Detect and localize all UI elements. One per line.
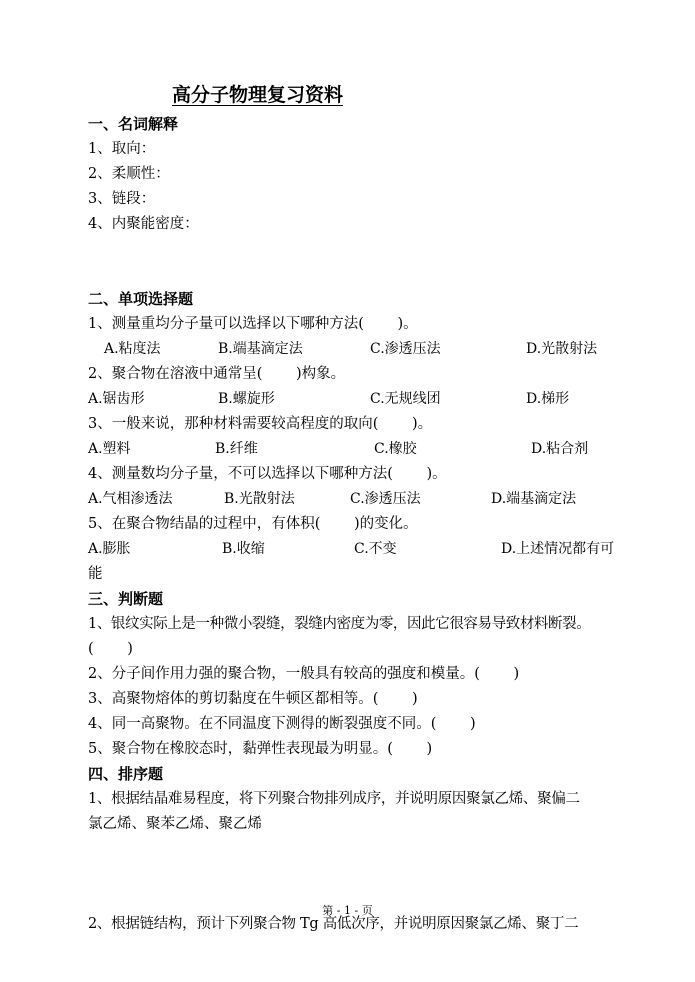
order-question: 1、根据结晶难易程度，将下列聚合物排列成序，并说明原因聚氯乙烯、聚偏二 [88,791,580,807]
option-d: D.梯形 [526,391,570,407]
option-a: A.塑料 [88,441,131,457]
option-c: C.渗透压法 [370,341,441,357]
judge-question: 2、分子间作用力强的聚合物，一般具有较高的强度和模量。( ) [88,666,520,682]
option-a: A.气相渗透法 [88,491,173,507]
option-a: A.粘度法 [104,341,161,357]
document-body [88,112,648,937]
option-a: A.膨胀 [88,541,131,557]
option-b: B.收缩 [222,541,265,557]
answer-space [88,837,648,887]
section-heading-order: 四、排序题 [88,765,164,783]
option-d: D.上述情况都有可 [501,541,615,557]
choice-question: 3、一般来说，那种材料需要较高程度的取向( )。 [88,416,433,432]
page-title: 高分子物理复习资料 [172,84,344,106]
choice-options [88,537,648,562]
choice-options [88,487,648,512]
section-heading-terms: 一、名词解释 [88,115,179,133]
order-question: 2、根据链结构，预计下列聚合物 Tg 高低次序，并说明原因聚氯乙烯、聚丁二 [88,916,579,932]
term-item: 3、链段： [88,191,156,207]
term-item: 1、取向： [88,141,156,157]
judge-question: 1、银纹实际上是一种微小裂缝，裂缝内密度为零，因此它很容易导致材料断裂。 [88,616,591,632]
choice-options [88,437,648,462]
term-item: 4、内聚能密度： [88,216,199,232]
page-footer: 第 - 1 - 页 [322,904,373,917]
option-d: D.光散射法 [526,341,598,357]
option-c: C.不变 [354,541,397,557]
option-d: D.粘合剂 [531,441,589,457]
judge-answer-blank: ( ) [88,641,133,657]
choice-option-continuation: 能 [88,566,103,582]
option-a: A.锯齿形 [88,391,145,407]
option-d: D.端基滴定法 [491,491,577,507]
judge-question: 4、同一高聚物。在不同温度下测得的断裂强度不同。( ) [88,716,476,732]
choice-question: 1、测量重均分子量可以选择以下哪种方法( )。 [88,316,418,332]
term-item: 2、柔顺性： [88,166,170,182]
option-b: B.端基滴定法 [218,341,303,357]
choice-options [88,337,648,362]
section-heading-judge: 三、判断题 [88,590,164,608]
section-heading-choice: 二、单项选择题 [88,290,194,308]
choice-options [88,387,648,412]
option-b: B.螺旋形 [218,391,275,407]
spacer [88,237,648,287]
option-c: C.渗透压法 [350,491,421,507]
judge-question: 5、聚合物在橡胶态时，黏弹性表现最为明显。( ) [88,741,433,757]
option-b: B.光散射法 [224,491,295,507]
choice-question: 4、测量数均分子量，不可以选择以下哪种方法( )。 [88,466,447,482]
choice-question: 5、在聚合物结晶的过程中，有体积( )的变化。 [88,516,418,532]
choice-question: 2、聚合物在溶液中通常呈( )构象。 [88,366,346,382]
judge-question: 3、高聚物熔体的剪切黏度在牛顿区都相等。( ) [88,691,418,707]
order-question-continuation: 氯乙烯、聚苯乙烯、聚乙烯 [88,816,262,832]
option-c: C.无规线团 [370,391,441,407]
option-c: C.橡胶 [374,441,417,457]
option-b: B.纤维 [215,441,258,457]
